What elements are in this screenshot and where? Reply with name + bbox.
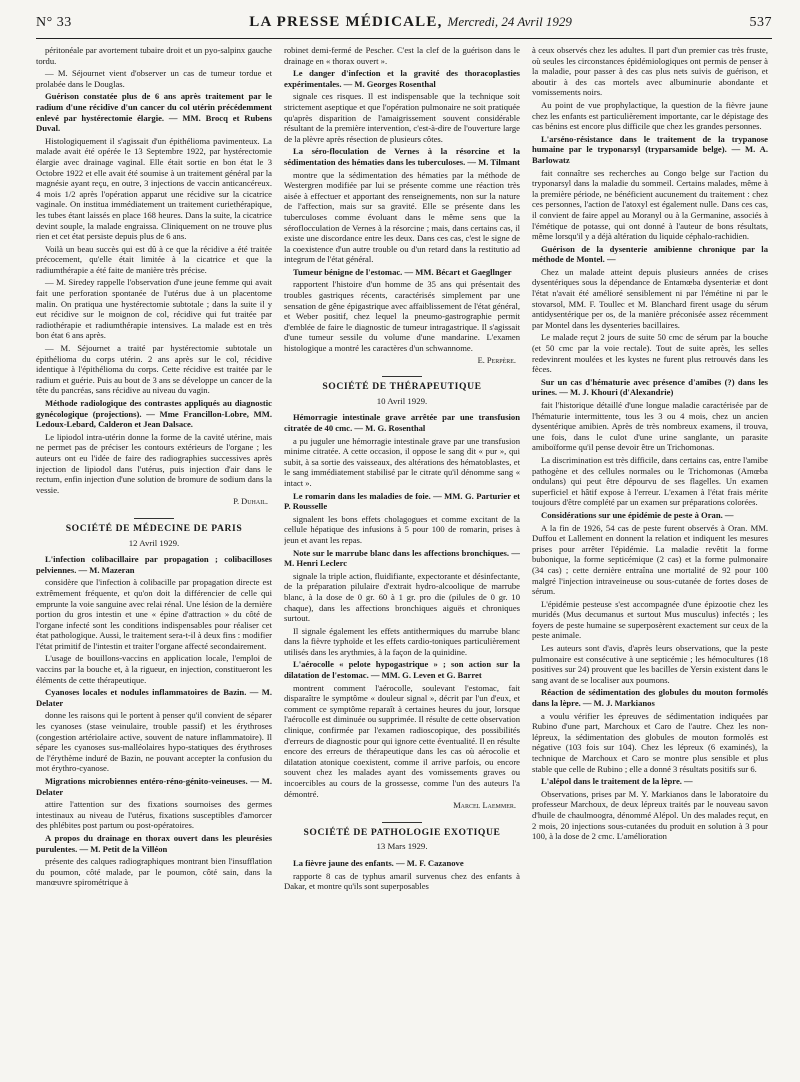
paragraph: L'usage de bouillons-vaccins en application locale, l'emploi de vaccins par la bouche et, à la rigueur, en injection, constitueront les éléments de cette thérapeutique.: [36, 653, 272, 685]
author-signature: Marcel Laemmer.: [453, 801, 516, 811]
session-date: 10 Avril 1929.: [376, 395, 428, 406]
paragraph: signalent les bons effets cholagogues et comme excitant de la cellule hépatique des infusions à 5 pour 100 de romarin, prises à jeun et avant les repas.: [284, 513, 520, 545]
paragraph: signale ces risques. Il est indispensable que la technique soit strictement aseptique et que l'opération pulmonaire ne soit pratiquée qu'après disparition de l'amaigrissement souvent considérable résultant de la première intervention, c'est-à-dire de l'ouverture large de la plèvre après résection de plusieurs côtes.: [284, 91, 520, 144]
paragraph: péritonéale par avortement tubaire droit et un pyo-salpinx gauche tordu.: [36, 45, 272, 66]
paragraph: Observations, prises par M. Y. Markianos dans le laboratoire du professeur Marchoux, de deux lépreux traités par le nouveau savon d'huile de chaulmoogra, dénommé Alépol. Un des malades reçut, en 2 mois, 20 injections sous-cutanées du produit en solution à 3 pour 100, à la dose de 2 cmc. L'amélioration: [532, 788, 768, 842]
section-heading: Guérison constatée plus de 6 ans après traitement par le radium d'une récidive d'un cancer du col utérin précédemment enlevé par hystérectomie élargie. — MM. Brocq et Rubens Duval.: [36, 91, 272, 134]
section-heading: L'alépol dans le traitement de la lèpre. —: [541, 776, 693, 787]
paragraph: — M. Séjournet a traité par hystérectomie subtotale un épithélioma du corps utérin. 2 ans après sur le col, récidive identique à l'épithélioma du corps. Cette récidive est traitée par le radium et guérie. Puis au bout de 3 ans se développe un cancer de la tête du pancréas, sans récidive au niveau du vagin.: [36, 343, 272, 396]
paragraph: montrent comment l'aérocolle, soulevant l'estomac, fait disparaître le symptôme « douleur signal », décrit par l'un d'eux, et comment ce symptôme reparaît à certaines heures du jour, lorsque l'aérocolle est diminuée ou supprimée. Il résulte de cette observation clinique, confirmée par l'examen radioscopique, des possibilités d'erreurs de diagnostic pour qui ignore cette éventualité. Il en résulte encore des erreurs de thérapeutique dans les cas où aérocolie et dilatation atonique coexistent, comme il arrive parfois, ou encore souvent chez les malades ayant des vomissements graves ou incoercibles au cours de la grossesse, comme l'un des auteurs l'a démontré.: [284, 682, 520, 799]
paragraph: L'épidémie pesteuse s'est accompagnée d'une épizootie chez les muridés (Mus decumanus et surtout Mus musculus) infectés ; les foyers de peste humaine se superposèrent exactement sur ceux de la peste animale.: [532, 598, 768, 641]
section-heading: La séro-floculation de Vernes à la résorcine et la sédimentation des hématies dans les tuberculoses. — M. Tilmant: [284, 146, 520, 167]
column-middle: [284, 45, 520, 1075]
paragraph: — M. Séjournet vient d'observer un cas de tumeur tordue et prolabée dans le Douglas.: [36, 68, 272, 89]
section-heading: Cyanoses locales et nodules inflammatoires de Bazin. — M. Delater: [36, 687, 272, 708]
journal-title: [249, 14, 572, 31]
section-heading: Migrations microbiennes entéro-réno-génito-veineuses. — M. Delater: [36, 776, 272, 797]
society-name: SOCIÉTÉ DE PATHOLOGIE EXOTIQUE: [303, 826, 501, 838]
section-heading: L'aérocolle « pelote hypogastrique » ; son action sur la dilatation de l'estomac. — MM. G. Leven et G. Barret: [284, 659, 520, 681]
paragraph: présente des calques radiographiques montrant bien l'insufflation du poumon, côté malade, par le poumon, côté sain, dans la manœuvre spirométrique à: [36, 856, 272, 888]
column-left: [36, 45, 272, 1075]
paragraph: rapporte 8 cas de typhus amaril survenus chez des enfants à Dakar, et montre qu'ils sont superposables: [284, 870, 520, 892]
text-columns: [36, 45, 772, 1075]
paragraph: montre que la sédimentation des hématies par la méthode de Westergren modifiée par lui se présente comme une réaction très aisée à effectuer et apportant des renseignements, non sur la nature de l'affection, mais sur sa gravité. Elle se présente dans les tuberculoses comme évoluant dans le même sens que la séroflocculation de Vernes à la résorcine ; mais, dans certains cas, il existe une discordance entre les deux. Dans ces cas, c'est le signe de la coexistence d'un autre trouble ou d'un retard dans la restitutio ad integrum de l'état général.: [284, 169, 520, 265]
session-date: 12 Avril 1929.: [128, 537, 180, 548]
paragraph: Il signale également les effets antithermiques du marrube blanc dans la fièvre typhoïde et les effets cardio-toniques particulièrement utilisés dans les arythmies, à la façon de la quinidine.: [284, 625, 520, 657]
paragraph: Les auteurs sont d'avis, d'après leurs observations, que la peste pulmonaire est consécutive à une septicémie ; les hémocultures (18 positives sur 24) prouvent que les bacilles de Yersin existent dans le sang avant de se localiser aux poumons.: [532, 643, 768, 685]
section-heading: L'infection colibacillaire par propagation ; colibacilloses pelviennes. — M. Mazeran: [36, 554, 272, 575]
section-heading: A propos du drainage en thorax ouvert dans les pleurésies purulentes. — M. Petit de la Villéon: [36, 832, 272, 854]
section-rule: [382, 822, 422, 823]
paragraph: A la fin de 1926, 54 cas de peste furent observés à Oran. MM. Duffou et Lallement en donnent la relation et indiquent les mesures prises pour arrêter l'épidémie. La maladie revêtit la forme bubonique, la forme septicémique (2 cas) et la forme pulmonaire (34 cas) ; cette dernière entraîna une mortalité de 92 pour 100 malgré l'injection intraveineuse ou sous-cutanée de fortes doses de sérum.: [532, 522, 768, 597]
section-heading: Le danger d'infection et la gravité des thoracoplasties expérimentales. — M. Georges Rosenthal: [284, 68, 520, 89]
section-heading: La fièvre jaune des enfants. — M. F. Cazanove: [293, 857, 464, 868]
paragraph: a voulu vérifier les épreuves de sédimentation indiquées par Rubino d'une part, Marchoux et Caro de l'autre. Chez les non-lépreux, la sédimentation des globules de mouton formolés est négative (103 fois sur 104). Chez les lépreux (6 examinés), la technique de Marchoux et Caro se montre plus sensible et plus stable que celle de Rubino ; elle a donné 3 résultats positifs sur 6.: [532, 710, 768, 774]
society-section-title: [284, 822, 520, 852]
section-rule: [134, 518, 174, 519]
paragraph: fait l'historique détaillé d'une longue maladie caractérisée par de l'hématurie intermittente, tous les 3 ou 4 mois, chez un ancien dysentérique amibien. Après de très nombreux examens, il trouva, une fois, dans le culot d'une urine sanglante, un parasite amiboïforme qu'il pense devoir être un Trichomonas.: [532, 400, 768, 453]
journal-name: LA PRESSE MÉDICALE,: [249, 14, 443, 30]
issue-number: N° 33: [36, 15, 72, 30]
society-name: SOCIÉTÉ DE THÉRAPEUTIQUE: [322, 381, 482, 393]
paragraph-continued: robinet demi-fermé de Pescher. C'est la clef de la guérison dans le drainage en « thorax ouvert ».: [284, 45, 520, 66]
paragraph: rapportent l'histoire d'un homme de 35 ans qui présentait des troubles gastriques récents, caractérisés simplement par une sensation de gêne épigastrique avec affaiblissement de l'état général, et Weber positif, chez lequel la pneumo-gastrographie permit d'emblée de faire le diagnostic de tumeur intragastrique. Il s'agissait d'une tumeur sessile du volume d'une mandarine. L'examen histologique a montré les caractères d'un schwannome.: [284, 279, 520, 354]
author-signature: P. Duhail.: [233, 497, 268, 507]
section-rule: [382, 376, 422, 377]
page-header: [36, 14, 772, 36]
author-signature: E. Perpère.: [477, 355, 516, 365]
paragraph: a pu juguler une hémorragie intestinale grave par une transfusion minime citratée. A cette occasion, il oppose le sang dit « pur », qui subit, à sa sortie des vaisseaux, des altérations des hématoblastes, et le sang immédiatement stabilisé par le citrate qu'il dénomme sang « intact ».: [284, 435, 520, 488]
section-heading: Considérations sur une épidémie de peste à Oran. —: [541, 509, 734, 520]
session-date: 13 Mars 1929.: [376, 841, 428, 852]
column-right: [532, 45, 768, 1075]
issue-date: Mercredi, 24 Avril 1929: [447, 14, 572, 29]
paragraph: Au point de vue prophylactique, la question de la fièvre jaune chez les enfants est particulièrement importante, car le dépistage des cas bénins est encore plus difficile que chez les grandes personnes.: [532, 99, 768, 132]
society-name: SOCIÉTÉ DE MÉDECINE DE PARIS: [65, 522, 243, 534]
section-heading: Hémorragie intestinale grave arrêtée par une transfusion citratée de 40 cmc. — M. G. Rosenthal: [284, 412, 520, 433]
page-number: 537: [749, 15, 772, 30]
paragraph: Le lipiodol intra-utérin donne la forme de la cavité utérine, mais ne permet pas de préciser les contours extérieurs de l'organe ; les auteurs ont eu l'idée de faire des radiographies successives après injection de lipiodol dans l'utérus, puis injection d'air dans le rectum, enfin injection d'une solution de bromure de sodium dans la vessie.: [36, 431, 272, 495]
paragraph: Histologiquement il s'agissait d'un épithélioma pavimenteux. La malade avait été opérée le 13 Septembre 1922, par hystérectomie élargie avec drainage vaginal. Elle était sortie en bon état le 3 Octobre 1922 et elle avait été soumise à un traitement général par la magnésie ayant reçu, en outre, 3 injections de vaccin anticancéreux. 4 mois 1/2 après l'opération apparut une récidive sur la cicatrice vaginale. On institua immédiatement un traitement curiethérapique, les tubes étant laissés en place 168 heures. Dans la suite, la cicatrice devint souple, la malade engraissa. Cliniquement on ne trouve plus rien et cet état persiste depuis plus de 6 ans.: [36, 135, 272, 242]
society-section-title: [284, 376, 520, 406]
society-section-title: [36, 518, 272, 548]
paragraph-continued: à ceux observés chez les adultes. Il part d'un premier cas très fruste, où seules les circonstances épidémiologiques ont permis de penser à la maladie, pour passer à des cas plus nets suivis de guérison, et aboutir à des cas mortels avec albuminurie abondante et vomissements noirs.: [532, 45, 768, 98]
paragraph: attire l'attention sur des fixations sournoises des germes intestinaux au niveau de l'utérus, fixations susceptibles d'amorcer des phlébites post partum ou post-opératoires.: [36, 799, 272, 831]
paragraph: La discrimination est très difficile, dans certains cas, entre l'amibe pathogène et des cellules normales ou le Trichomonas (Amœba ondulans) qui peut être dépourvu de ses flagelles. Un examen superficiel et hâtif expose à l'erreur. L'examen à l'état frais mérite toujours d'être complété par un examen sur préparations colorées.: [532, 454, 768, 508]
paragraph: — M. Siredey rappelle l'observation d'une jeune femme qui avait fait une perforation spontanée de l'utérus due à un placentome malin. On pratiqua une hystérectomie subtotale ; dans la suite il y eut récidive sur le moignon de col, récidive qui fut traitée par radiothérapie et radiumthérapie intensives. La malade est en très bon état 6 ans après.: [36, 277, 272, 341]
paragraph: fait connaître ses recherches au Congo belge sur l'action du tryponarsyl dans la maladie du sommeil. Certains malades, même à la première période, ne bénéficient aucunement du traitement : chez ces personnes, l'action de l'atoxyl est également nulle. Dans ces cas, il convient de faire appel au Moranyl ou à la Germanine, associés à l'émétique de potasse, qui ont donné à l'auteur de bons résultats, même lorsqu'il y a déjà altération du liquide céphalo-rachidien.: [532, 167, 768, 242]
paragraph: signale la triple action, fluidifiante, expectorante et désinfectante, de la préparation pilulaire d'extrait hydro-alcoolique de marrube blanc, à la dose de 0 gr. 60 à 1 gr. pro die (pilules de 0 gr. 10 chaque), dans les affections bronchiques aiguës et chroniques surtout.: [284, 570, 520, 624]
section-heading: Sur un cas d'hématurie avec présence d'amibes (?) dans les urines. — M. J. Khouri (d'Alexandrie): [532, 376, 768, 398]
section-heading: Guérison de la dysenterie amibienne chronique par la méthode de Montel. —: [532, 243, 768, 265]
section-heading: L'arséno-résistance dans le traitement de la trypanose humaine par le tryponarsyl (tryparsamide belge). — M. A. Barlowatz: [532, 133, 768, 165]
paragraph: Chez un malade atteint depuis plusieurs années de crises dysentériques sous la dépendance de Entamœba dysenteriæ et dont l'état n'avait été amélioré sensiblement ni par l'émétine ni par le stovarsol, MM. F. Toullec et M. Blanchard firent usage du sérum antidysentérique per os, de la manière préconisée assez récemment par Montel dans les dysenteries bacillaires.: [532, 266, 768, 330]
section-heading: Méthode radiologique des contrastes appliqués au diagnostic gynécologique (projections). — Mme Francillon-Lobre, MM. Ledoux-Lebard, Calderon et Jean Dalsace.: [36, 398, 272, 430]
section-heading: Réaction de sédimentation des globules du mouton formolés dans la lèpre. — M. J. Markianos: [532, 687, 768, 709]
section-heading: Le romarin dans les maladies de foie. — MM. G. Parturier et P. Rousselle: [284, 490, 520, 512]
paragraph: considère que l'infection à colibacille par propagation directe est extrêmement fréquente, et qu'on doit la différencier de celle qui emprunte la voie sanguine avec relai rénal. Une lésion de la dernière portion du gros intestin et une « épine d'attraction » du côté de l'organe infecté sont les conditions indispensables pour réaliser cet état pathologique. Aussi, le traitement sera-t-il à deux fins : modifier l'état primitif de l'intestin et traiter l'organe affecté secondairement.: [36, 577, 272, 651]
paragraph: donne les raisons qui le portent à penser qu'il convient de séparer les cyanoses (stase veinulaire, trouble passif) et les érythroses (congestion artériolaire active, souvent de nature inflammatoire). Il sépare les cyanoses sus-malléolaires hypo-statiques des érythroses de l'érythème induré de Bazin, ne pouvant accepter la confusion du mot érythro-cyanose.: [36, 710, 272, 774]
section-heading: Note sur le marrube blanc dans les affections bronchiques. — M. Henri Leclerc: [284, 547, 520, 569]
header-rule: [36, 38, 772, 39]
paragraph: Le malade reçut 2 jours de suite 50 cmc de sérum par la bouche (et 50 cmc par la voie rectale). Tout de suite après, les selles redevinrent moulées et les kystes ne furent plus retrouvés dans les fèces.: [532, 332, 768, 375]
section-heading: Tumeur bénigne de l'estomac. — MM. Bécart et Gaegllnger: [293, 266, 512, 277]
paragraph: Voilà un beau succès qui est dû à ce que la récidive a été traitée précocement, qu'elle était limitée à la cicatrice et que la radiumthérapie a été faite de manière très précise.: [36, 243, 272, 275]
